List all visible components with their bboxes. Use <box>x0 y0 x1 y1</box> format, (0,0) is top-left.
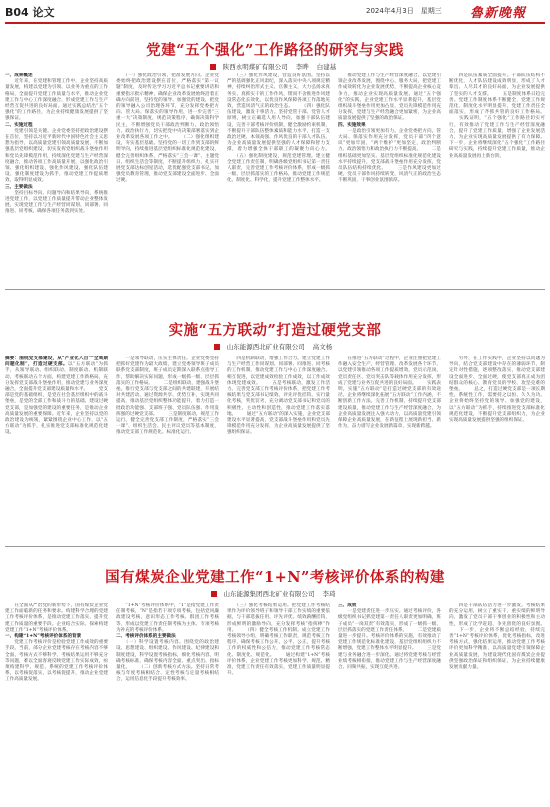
article-2-byline: 山东能源西北矿业有限公司 高文杨 <box>0 342 550 351</box>
article-1-column-4: 推动党建工作与生产经营深度融合，以党建引领企业改革发展，围绕中心、服务大局，把党建工作成效转化为企业发展优势，不断提高企业核心竞争力，推动企业实现高质量发展。通过“五个强化”的实践，企业党建工作水平显著提升，基层党组织战斗堡垒作用更加凸显，党员先锋模范作用充分发挥，党建与生产经营融合更加紧密，为企业高质量发展提供了坚强的政治保证。 四、实施效果 一是政治引领更加有力。企业党委把方向、管大局、保落实作用充分发挥，党员干部“四个意识”更加牢固，“两个维护”更加坚定，政治判断力、政治领悟力和政治执行力不断提高。 二是组织基础更加坚实。基层党组织标准化规范化建设水平持续提升，党支部战斗堡垒作用充分发挥，党员队伍结构持续优化。 三是作风建设更加过硬。党员干部作风持续转变，风清气正的政治生态不断巩固，干事创业氛围浓厚。 <box>338 73 441 184</box>
article-3-column-5: 四是干部队伍活力进一步激发。考核结果的充分运用，树立了重实干、重实绩的鲜明导向，激发了党员干部干事创业的积极性和主动性，形成了比学赶超、争先创优的良好氛围。 下一步，企业将不断总结经验，持续完善“1+N”考核评价体系，优化考核指标，改进考核方式，强化结果运用，推动党建工作考核评价更加科学精准，以高质量党建引领保障企业高质量发展，为建设现代化国有煤炭企业提供坚强政治保证和组织保证，为企业持续健康发展贡献力量。 <box>449 603 545 671</box>
article-3-title: 国有煤炭企业党建工作“1+N”考核评价体系的构建 <box>105 569 445 586</box>
article-2-title: 实施“五方联动”打造过硬党支部 <box>168 322 382 339</box>
article-divider <box>5 289 545 290</box>
article-divider <box>5 546 545 547</box>
article-1-column-1: 一、成果概述 近年来，在党建和管理工作中，企业坚持高质量发展，构建以党建为引领、以业务为重点的工作格局，全面提升党建工作质量与水平，推动企业党建工作与中心工作深度融合，形成党建工作与生产经营互促共进的良好局面。通过实践总结出“五个强化”的工作路径，为企业持续健康发展提供了坚强保证。 二、实施过程 党建引领是关键。企业党委坚持把政治建设摆在首位，坚持以习近平新时代中国特色社会主义思想为指导，以高质量党建引领高质量发展，不断加强基层党组织建设，切实发挥党组织战斗堡垒作用和党员先锋模范作用，持续深化党建与生产经营深度融合，推动各项工作高质量开展，以强化政治引领、强化组织建设、强化作风建设、强化队伍建设、强化制度建设为抓手，推动党建工作提质增效，取得明显成效。 三、主要做法 坚持目标导向、问题导向和结果导向，系统推进党建工作，以党建工作质量提升带动企业整体发展，实现党建工作与生产经营同谋划、同部署、同推进、同考核，确保各项任务落到实处。 <box>5 73 108 215</box>
section-label: B04 论文 <box>5 6 55 19</box>
article-1-byline: 陕西永明煤矿有限公司 李晔 白建基 <box>0 62 550 71</box>
bullet-icon <box>210 64 216 70</box>
article-2-column-5: 另外，在工作实践中，企业坚持以问题为导向，结合党支部建设中存在的薄弱环节，制定针对性措施，逐项整改落实，推动党支部建设全面进步、全面过硬，使党支部真正成为团结群众的核心、教育党员的学校、攻坚克难的堡垒。 总之，打造过硬党支部是一项长期性、系统性工作，需要持之以恒、久久为功。企业将始终坚持党的领导、加强党的建设，以“五方联动”为抓手，持续推进党支部标准化规范化建设，不断提升党支部组织力，为企业实现高质量发展提供坚强的组织保证。 <box>449 356 545 424</box>
article-1-column-2: （一）强化政治引领，把准发展方向。企业党委始终把政治建设摆在首位，严格落实“第一议题”制度，及时传达学习习近平总书记重要讲话和重要指示批示精神，确保企业改革发展始终沿着正确方向前进，坚持党的领导、加强党的建设，把党的领导融入公司治理各环节，充分发挥党委把方向、管大局、保落实的领导作用，进一步完善“三重一大”决策制度，规范决策程序，确保决策科学民主，不断增强党员干部政治判断力、政治领悟力、政治执行力，切实把党中央决策部署落实到企业改革发展各项工作之中。 （二）强化组织建设，夯实基层基础。坚持党的一切工作到支部的鲜明导向，持续推进基层党组织标准化规范化建设，健全完善组织体系，严格落实“三会一课”、主题党日、组织生活会等制度，不断提升组织力，扎实开展党支部达标创星活动，选优配强党支部书记，加强党员教育管理，推动党支部建设全面进步、全面过硬。 <box>116 73 219 184</box>
article-2-column-4: 在推进“五方联动”过程中，企业注重把党建工作融入安全生产、经营管理、改革发展各个环节，以党建引领推动各项工作提质增效，党员示范岗、党员责任区、党员突击队等载体作用充分发挥，形成了党建与业务互促共进的良好局面。 实践表明，实施“五方联动”是打造过硬党支部的有效途径。企业将继续深化拓展“五方联动”工作内涵，不断创新工作方法，完善工作机制，持续提升党支部建设质量，推动党建工作与生产经营深度融合，为企业高质量发展注入强大动力，以高质量党建引领保障企业高质量发展，在新征程上展现新担当、新作为，奋力谱写企业发展新篇章，实现新跨越。 <box>338 356 441 430</box>
article-1-column-5: 四是队伍素质全面提升。干部队伍结构不断优化，人才队伍建设成效明显，形成了人才辈出、人尽其才的良好局面，为企业发展提供了坚实的人才支撑。 五是制度体系日趋完善。党建工作制度体系不断健全，党建工作规范化、制度化水平明显提升，党建工作责任全面落实，形成了齐抓共管的良好工作格局。 实践证明，“五个强化”工作路径切实可行，有效推动了党建工作与生产经营深度融合，提升了党建工作质量，增强了企业发展活力，为企业实现高质量发展提供了有力保障。下一步，企业将继续深化“五个强化”工作路径研究与实践，持续提升党建工作质量，推动企业高质量发展再上新台阶。 <box>449 73 545 159</box>
article-2-column-2: 一是领导联动，压实主体责任。企业党委坚持把抓好党建作为最大政绩，建立党委领导班子成员联系党支部制度，班子成员定期深入联系点指导工作，帮助解决实际问题，形成一级抓一级、层层抓落实的工作格局。 二是组织联动，建强战斗堡垒。推行党支部与党支部之间的共建联建，开展结对共建活动，通过资源共享、优势互补，实现共同提高，推动基层党组织整体功能提升，着力打造一批政治功能强、支部班子强、党员队伍强、作用发挥强的过硬党支部。 三是制度联动，规范工作运行。健全完善党支部工作制度，严格落实“三会一课”、组织生活会、民主评议党员等基本制度，推动党支部工作规范化、标准化运行。 <box>116 356 219 436</box>
header-rule <box>5 22 545 24</box>
article-3-column-1: 在全面从严治党的新形势下，国有煤炭企业党建工作面临新的任务和要求。构建科学合理的党建工作考核评价体系，是推动党建工作落实、提升党建工作质量的重要手段。企业结合实际，探索构建党建工作“1+N”考核评价体系。 一、构建“1+N”考核评价体系的背景 党建工作考核评价是检验党建工作成效的重要手段。当前，部分企业党建考核存在考核内容不够全面、考核方式不够科学、考核结果运用不够充分等问题，难以全面客观反映党建工作实际成效，亟须构建科学、规范、系统的党建工作考核评价体系，以考核促落实、以考核促提升，推动企业党建工作高质量发展。 <box>5 603 108 683</box>
article-3-byline: 山东能源集团西北矿业有限公司 李琦 <box>0 589 550 598</box>
article-1-column-3: （三）强化作风建设，营造良好氛围。坚持以严的基调强化正风肃纪，深入落实中央八项规定精神，持续纠治形式主义、官僚主义，大力弘扬求真务实、真抓实干的工作作风，锲而不舍推进作风建设常态化长效化，以优良作风保障各项工作落地见效，营造风清气正的政治生态。 （四）强化队伍建设，激发干事活力。坚持党管干部、党管人才原则，树立正确选人用人导向，加强干部队伍建设，完善干部考核评价机制，健全激励约束机制，不断提升干部队伍整体素质和能力水平，打造一支政治过硬、本领高强、作风优良的干部人才队伍，为企业高质量发展提供坚强的人才保障和智力支撑，着力增强全体干部职工的凝聚力向心力。 （五）强化制度建设，规范党建管理。建立健全党建工作责任制，明确各级党组织书记第一责任人职责，完善党建工作考核评价体系，形成一级抓一级、层层抓落实的工作格局，推动党建工作规范化、制度化、科学化，提升党建工作整体水平。 <box>227 73 330 184</box>
article-3-column-4: 三、成效 一是党建责任进一步压实。通过考核评价，各级党组织书记抓党建第一责任人职责更加明确，班子成员“一岗双责”有效落实，形成了一级抓一级、层层抓落实的党建工作责任体系。 二是党建质量进一步提升。考核评价体系的实施，有效推动了党建工作规范化标准化建设，基层党组织组织力不断增强，党建工作整体水平明显提升。 三是党建与业务融合进一步深化。通过将党建考核与经营业绩考核相衔接，推动党建工作与生产经营深度融合、同频共振，实现互促共进。 <box>338 603 441 671</box>
page-header <box>0 0 550 24</box>
bullet-icon <box>214 344 220 350</box>
article-2-column-1: 摘要：围绕党支部建设，从“产业化入目”“全周期问题化制”，打造过硬支部。以“五方联动”为抓手，从领导联动、组织联动、制度联动、机制联动、考核联动五个方面，构建党建工作新格局，充分发挥党支部战斗堡垒作用，推动党建与业务深度融合，全面提升党支部建设质量和水平。 党支部是党的基础组织，是党在社会基层组织中的战斗堡垒，是党的全部工作和战斗力的基础。建设过硬党支部，是加强党的建设的重要任务，是推动企业高质量发展的重要保障。近年来，企业坚持以党的政治建设为统领，紧紧围绕企业中心工作，以“五方联动”为抓手，扎实推进党支部标准化规范化建设。 <box>5 356 108 436</box>
issue-date: 2024年4月3日 星期三 <box>366 7 442 15</box>
article-2-column-3: 四是机制联动，增强工作合力。建立党建工作与生产经营工作同谋划、同部署、同推进、同考核的工作机制，推动党建工作与中心工作深度融合、相互促进，以党建成效检验工作成效，以工作成效体现党建成效。 五是考核联动，激发工作活力。完善党支部工作考核评价体系，把党建工作考核结果与党支部书记绩效、评先评优挂钩，实行量化考核，奖优罚劣，充分调动党支部书记和党员的积极性、主动性和创造性，推动党建工作落实落地。 通过“五方联动”的深入实施，企业党支部建设水平显著提高，党支部战斗堡垒作用和党员先锋模范作用充分发挥，为企业高质量发展提供了坚强组织保证。 <box>227 356 330 436</box>
article-3-column-2: “1+N”考核评价体系中，“1”是指党建工作责任制考核，“N”是指若干项专项考核，包括党风廉政建设考核、意识形态工作考核、群团工作考核等，形成以党建工作责任制考核为主体、专项考核为补充的考核评价体系。 二、考核评价体系的主要做法 （一）科学设置考核内容。围绕党的政治建设、思想建设、组织建设、作风建设、纪律建设和制度建设，科学设置考核指标，细化考核内容，明确考核标准，确保考核内容全面、重点突出、指标量化。 （二）创新考核方式方法。坚持日常考核与年度考核相结合、定性考核与定量考核相结合，运用信息化手段提升考核效率。 <box>116 603 219 683</box>
newspaper-logo: 魯新晚報 <box>470 6 527 21</box>
article-3-column-3: （三）强化考核结果运用。把党建工作考核结果作为评价领导班子和领导干部工作实绩的重要依据，与干部选拔任用、评先评优、绩效薪酬挂钩，形成鲜明的激励导向，充分发挥考核“指挥棒”作用。 （四）健全考核工作机制。成立党建工作考核领导小组，明确考核工作职责，规范考核工作程序，确保考核工作公开、公平、公正，提升考核工作的权威性和公信力，推动党建工作考核常态化、制度化、规范化。 通过构建“1+N”考核评价体系，企业党建工作考核更加科学、规范、精准，党建工作责任有效落实，党建工作质量明显提升。 <box>227 603 330 677</box>
article-1-title: 党建“五个强化”工作路径的研究与实践 <box>146 42 404 59</box>
bullet-icon <box>211 591 217 597</box>
